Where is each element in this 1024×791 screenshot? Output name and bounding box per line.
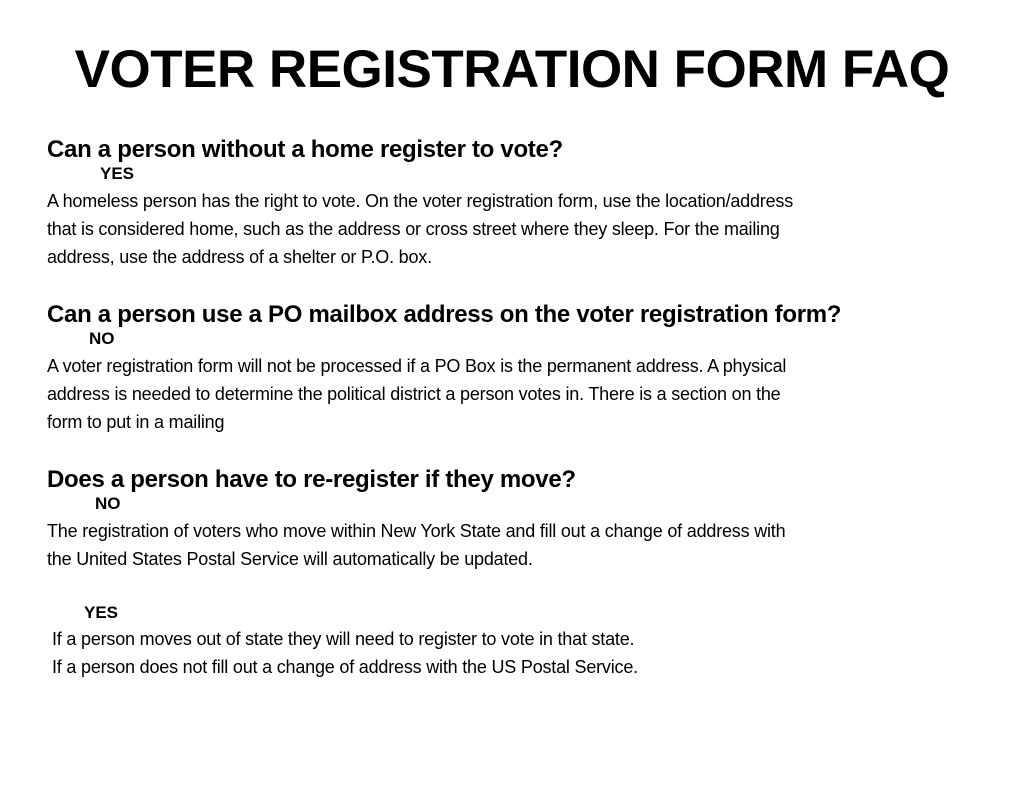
faq-item-move-yes xyxy=(47,601,997,681)
faq-question: Does a person have to re-register if they move? xyxy=(47,466,576,493)
faq-item-po-box xyxy=(47,300,997,436)
faq-answer-badge: NO xyxy=(89,329,115,348)
faq-answer-text xyxy=(47,352,997,436)
page-title: VOTER REGISTRATION FORM FAQ xyxy=(74,40,950,99)
answer-line: address, use the address of a shelter or P.O. box. xyxy=(47,247,432,267)
faq-item-homeless xyxy=(47,135,997,271)
faq-list xyxy=(47,135,997,681)
faq-answer-text xyxy=(47,187,997,271)
faq-answer-text xyxy=(47,517,997,573)
faq-item-move xyxy=(47,465,997,573)
faq-question: Can a person use a PO mailbox address on the voter registration form? xyxy=(47,301,842,328)
faq-answer-badge: YES xyxy=(84,603,119,622)
answer-line: the United States Postal Service will automatically be updated. xyxy=(47,549,533,569)
answer-line: The registration of voters who move within New York State and fill out a change of address with xyxy=(47,521,786,541)
faq-question: Can a person without a home register to vote? xyxy=(47,136,563,163)
answer-line: form to put in a mailing xyxy=(47,412,225,432)
answer-line: address is needed to determine the political district a person votes in. There is a section on the xyxy=(47,384,781,404)
faq-answer-badge: YES xyxy=(100,164,135,183)
answer-line: If a person moves out of state they will need to register to vote in that state. xyxy=(52,629,635,649)
answer-line: If a person does not fill out a change of address with the US Postal Service. xyxy=(52,657,638,677)
answer-line: A homeless person has the right to vote. On the voter registration form, use the location/address xyxy=(47,191,794,211)
answer-line: A voter registration form will not be processed if a PO Box is the permanent address. A physical xyxy=(47,356,787,376)
faq-answer-badge: NO xyxy=(95,494,121,513)
answer-line: that is considered home, such as the address or cross street where they sleep. For the mailing xyxy=(47,219,780,239)
faq-answer-text xyxy=(47,625,997,681)
